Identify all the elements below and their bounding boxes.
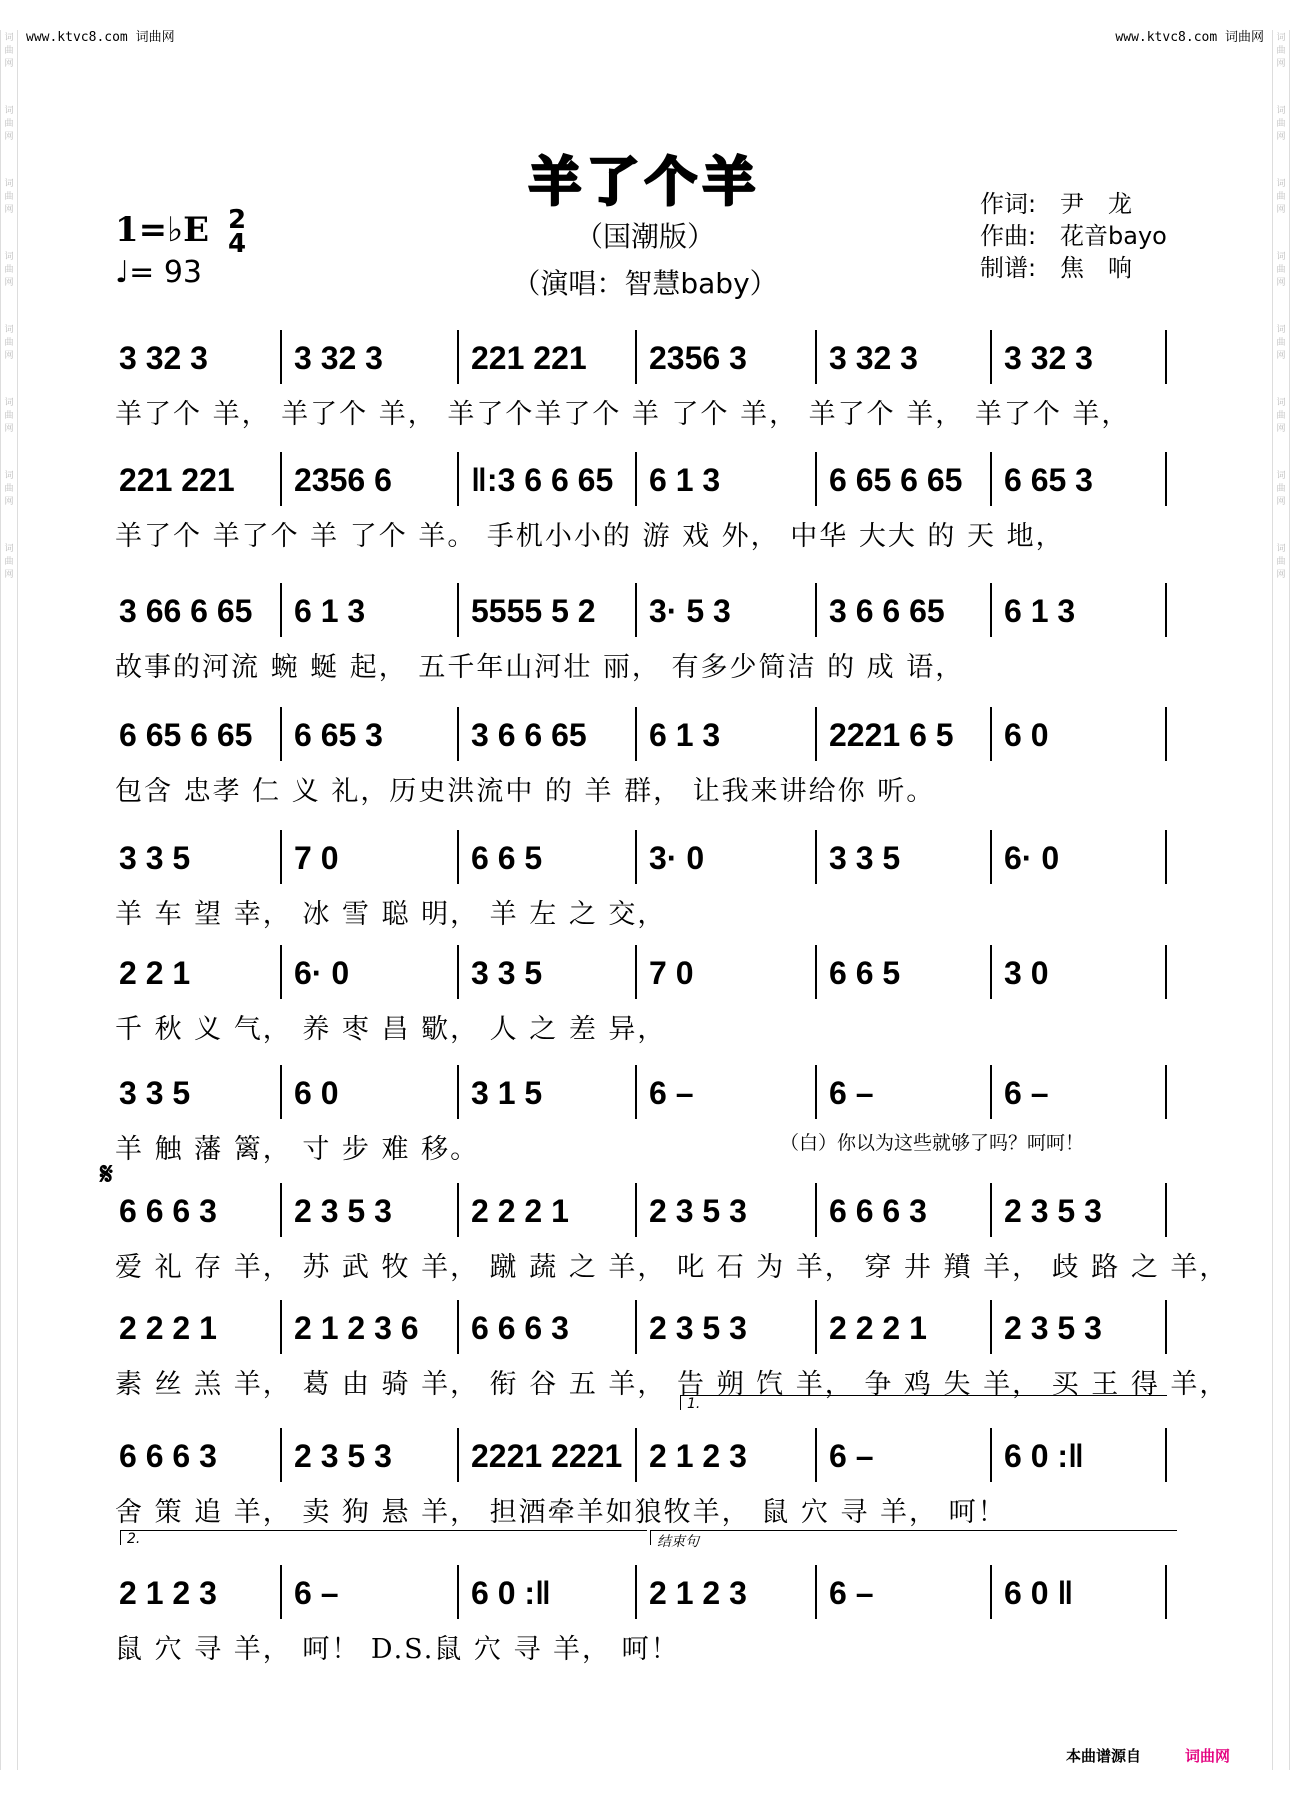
tempo-marking: ♩= 93 [115, 255, 202, 290]
barline [280, 330, 282, 384]
measure: 2 3 5 3 [294, 1193, 392, 1229]
watermark-text: 词曲网 [1276, 33, 1286, 69]
barline [280, 830, 282, 884]
barline [815, 1428, 817, 1482]
barline [457, 1065, 459, 1119]
notation-line [115, 1428, 1175, 1488]
measure: 2 2 1 [119, 955, 191, 991]
measure: 2 1 2 3 [649, 1438, 747, 1474]
composer-name: 花音bayo [1060, 222, 1167, 250]
measure: 5555 5 2 [471, 593, 596, 629]
measure: 3 32 3 [119, 340, 208, 376]
measure: 6 65 3 [294, 717, 383, 753]
barline [635, 452, 637, 506]
measure: 2 3 5 3 [649, 1193, 747, 1229]
measure: 6 0 ‖ [1004, 1575, 1074, 1611]
barline [1165, 945, 1167, 999]
barline [1165, 452, 1167, 506]
footer [1066, 1745, 1230, 1766]
watermark-text: 词曲网 [1276, 325, 1286, 361]
measure: 7 0 [649, 955, 694, 991]
measure: 6 65 6 65 [829, 462, 963, 498]
barline [280, 583, 282, 637]
notation-line [115, 330, 1175, 390]
barline [635, 583, 637, 637]
meter-top: 2 [228, 205, 247, 235]
lyric-line: 羊了个 羊了个 羊 了个 羊。 手机小小的 游 戏 外， 中华 大大 的 天 地， [115, 521, 1065, 552]
lyricist-label: 作词: [980, 190, 1037, 218]
barline [990, 1065, 992, 1119]
measure: 2 1 2 3 6 [294, 1310, 419, 1346]
barline [815, 583, 817, 637]
barline [280, 1183, 282, 1237]
measure: 2356 6 [294, 462, 392, 498]
watermark-text: 词曲网 [1276, 106, 1286, 142]
time-signature [228, 205, 247, 259]
measure: 6 – [294, 1575, 339, 1611]
measure: 6 0 [1004, 717, 1049, 753]
barline [280, 452, 282, 506]
measure: 6 65 6 65 [119, 717, 253, 753]
measure: 3 1 5 [471, 1075, 543, 1111]
watermark-text: 词曲网 [1276, 179, 1286, 215]
notation-line [115, 830, 1175, 890]
arranger-name: 焦 响 [1060, 254, 1132, 282]
composer-label: 作曲: [980, 222, 1037, 250]
measure: 3 3 5 [119, 840, 191, 876]
measure: 6 6 6 3 [119, 1438, 217, 1474]
barline [457, 945, 459, 999]
measure: 3 32 3 [1004, 340, 1093, 376]
measure: 3 0 [1004, 955, 1049, 991]
spoken-line: （白）你以为这些就够了吗？呵呵！ [780, 1132, 1085, 1154]
watermark-text: 词曲网 [4, 33, 14, 69]
watermark-text: 词曲网 [4, 471, 14, 507]
barline [635, 1300, 637, 1354]
barline [815, 452, 817, 506]
measure: 6 6 6 3 [471, 1310, 569, 1346]
barline [280, 707, 282, 761]
ending-phrase: 结束句 [650, 1530, 1177, 1545]
watermark-text: 词曲网 [4, 544, 14, 580]
barline [635, 830, 637, 884]
measure: 2 3 5 3 [1004, 1193, 1102, 1229]
barline [280, 1065, 282, 1119]
notation-line [115, 1300, 1175, 1360]
barline [990, 1428, 992, 1482]
measure: 6 – [829, 1438, 874, 1474]
volta-first-ending: 1. [680, 1395, 1167, 1410]
measure: 3 3 5 [119, 1075, 191, 1111]
barline [635, 330, 637, 384]
watermark-text: 词曲网 [4, 325, 14, 361]
measure: 2 2 2 1 [119, 1310, 217, 1346]
barline [457, 707, 459, 761]
barline [1165, 330, 1167, 384]
barline [457, 1183, 459, 1237]
measure: 6 1 3 [294, 593, 366, 629]
barline [1165, 1065, 1167, 1119]
source-url-left[interactable]: www.ktvc8.com 词曲网 [26, 30, 175, 45]
lyric-line: 故事的河流 蜿 蜒 起， 五千年山河壮 丽， 有多少简洁 的 成 语， [115, 652, 965, 683]
barline [990, 583, 992, 637]
barline [815, 945, 817, 999]
measure: 6 – [829, 1575, 874, 1611]
measure: 2221 2221 [471, 1438, 623, 1474]
notation-line [115, 1065, 1175, 1125]
measure: 3 32 3 [829, 340, 918, 376]
barline [635, 945, 637, 999]
measure: 221 221 [119, 462, 235, 498]
barline [990, 1183, 992, 1237]
barline [1165, 1565, 1167, 1619]
volta-second-ending: 2. [120, 1530, 647, 1545]
measure: 3 3 5 [829, 840, 901, 876]
source-url-right[interactable]: www.ktvc8.com 词曲网 [1115, 30, 1264, 45]
measure: 3 6 6 65 [829, 593, 945, 629]
measure: 6· 0 [1004, 840, 1060, 876]
barline [1165, 1300, 1167, 1354]
composer-line [980, 220, 1167, 252]
notation-line [115, 1565, 1175, 1625]
watermark-text: 词曲网 [4, 398, 14, 434]
watermark-text: 词曲网 [4, 179, 14, 215]
barline [815, 1565, 817, 1619]
key-signature: 1=♭E [115, 210, 210, 250]
measure: 6 1 3 [1004, 593, 1076, 629]
barline [457, 1565, 459, 1619]
barline [990, 452, 992, 506]
measure: 6 6 6 3 [119, 1193, 217, 1229]
singer-line: （演唱：智慧baby） [512, 267, 778, 300]
measure: 2 3 5 3 [649, 1310, 747, 1346]
watermark-text: 词曲网 [4, 252, 14, 288]
credits-block [980, 188, 1167, 284]
measure: 3 32 3 [294, 340, 383, 376]
notation-line [115, 452, 1175, 512]
measure: 2221 6 5 [829, 717, 954, 753]
barline [815, 707, 817, 761]
barline [457, 1300, 459, 1354]
measure: 6 1 3 [649, 717, 721, 753]
arranger-line [980, 252, 1167, 284]
measure: 6 65 3 [1004, 462, 1093, 498]
measure: ‖:3 6 6 65 [471, 462, 614, 498]
lyric-line: 羊 触 藩 篱， 寸 步 难 移。 [115, 1134, 480, 1165]
barline [815, 1300, 817, 1354]
measure: 221 221 [471, 340, 587, 376]
lyric-line: 素 丝 羔 羊， 葛 由 骑 羊， 衔 谷 五 羊， 告 朔 饩 羊， 争 鸡 失 羊， 买 王 得 羊， [115, 1369, 1229, 1400]
measure: 2 2 2 1 [829, 1310, 927, 1346]
measure: 6 0 :‖ [1004, 1438, 1084, 1474]
barline [635, 1065, 637, 1119]
lyricist-line [980, 188, 1167, 220]
watermark-text: 词曲网 [4, 106, 14, 142]
measure: 3 66 6 65 [119, 593, 253, 629]
barline [990, 830, 992, 884]
barline [815, 330, 817, 384]
barline [1165, 830, 1167, 884]
barline [457, 452, 459, 506]
barline [280, 1428, 282, 1482]
measure: 6· 0 [294, 955, 350, 991]
lyric-line: 羊了个 羊， 羊了个 羊， 羊了个羊了个 羊 了个 羊， 羊了个 羊， 羊了个 羊， [115, 399, 1131, 430]
measure: 6 – [829, 1075, 874, 1111]
barline [990, 707, 992, 761]
measure: 6 6 5 [829, 955, 901, 991]
barline [990, 330, 992, 384]
arranger-label: 制谱: [980, 254, 1037, 282]
measure: 6 0 [294, 1075, 339, 1111]
measure: 7 0 [294, 840, 339, 876]
lyric-line: 千 秋 义 气， 养 枣 昌 歜， 人 之 差 异， [115, 1014, 667, 1045]
measure: 2 3 5 3 [294, 1438, 392, 1474]
footer-source-label: 本曲谱源自 [1065, 1747, 1141, 1765]
footer-brand[interactable]: 词曲网 [1184, 1747, 1230, 1765]
notation-line [115, 945, 1175, 1005]
song-subtitle: （国潮版） [574, 220, 715, 253]
watermark-text: 词曲网 [1276, 471, 1286, 507]
watermark-text: 词曲网 [1276, 252, 1286, 288]
measure: 6 6 6 3 [829, 1193, 927, 1229]
barline [815, 1065, 817, 1119]
measure: 3· 5 3 [649, 593, 731, 629]
notation-line [115, 583, 1175, 643]
barline [457, 1428, 459, 1482]
measure: 3 6 6 65 [471, 717, 587, 753]
watermark-text: 词曲网 [1276, 544, 1286, 580]
notation-line [115, 707, 1175, 767]
lyric-line: 爱 礼 存 羊， 苏 武 牧 羊， 蹴 蔬 之 羊， 叱 石 为 羊， 穿 井 羵 羊， 歧 路 之 羊， [115, 1252, 1229, 1283]
measure: 3· 0 [649, 840, 705, 876]
measure: 2 1 2 3 [119, 1575, 217, 1611]
measure: 6 6 5 [471, 840, 543, 876]
barline [990, 1300, 992, 1354]
lyric-line: 羊 车 望 幸， 冰 雪 聪 明， 羊 左 之 交， [115, 899, 667, 930]
lyric-line: 鼠 穴 寻 羊， 呵！ D.S.鼠 穴 寻 羊， 呵！ [115, 1634, 680, 1665]
barline [457, 583, 459, 637]
barline [990, 945, 992, 999]
measure: 2 2 2 1 [471, 1193, 569, 1229]
measure: 6 – [649, 1075, 694, 1111]
barline [635, 1565, 637, 1619]
barline [280, 945, 282, 999]
barline [280, 1300, 282, 1354]
notation-line [115, 1183, 1175, 1243]
barline [815, 830, 817, 884]
barline [990, 1565, 992, 1619]
measure: 3 3 5 [471, 955, 543, 991]
measure: 6 – [1004, 1075, 1049, 1111]
barline [1165, 583, 1167, 637]
song-title: 羊了个羊 [528, 153, 761, 213]
measure: 2 3 5 3 [1004, 1310, 1102, 1346]
meter-bottom: 4 [228, 229, 247, 259]
measure: 6 0 :‖ [471, 1575, 551, 1611]
lyric-line: 舍 策 追 羊， 卖 狗 悬 羊， 担酒牵羊如狼牧羊， 鼠 穴 寻 羊， 呵！ [115, 1497, 1007, 1528]
measure: 2356 3 [649, 340, 747, 376]
measure: 2 1 2 3 [649, 1575, 747, 1611]
barline [815, 1183, 817, 1237]
barline [635, 1183, 637, 1237]
barline [280, 1565, 282, 1619]
barline [457, 830, 459, 884]
measure: 6 1 3 [649, 462, 721, 498]
lyricist-name: 尹 龙 [1060, 190, 1132, 218]
barline [1165, 1428, 1167, 1482]
barline [635, 707, 637, 761]
watermark-text: 词曲网 [1276, 398, 1286, 434]
lyric-line: 包含 忠孝 仁 义 礼，历史洪流中 的 羊 群， 让我来讲给你 听。 [115, 776, 936, 807]
barline [457, 330, 459, 384]
segno-icon: 𝄋 [100, 1157, 113, 1192]
barline [635, 1428, 637, 1482]
barline [1165, 1183, 1167, 1237]
barline [1165, 707, 1167, 761]
